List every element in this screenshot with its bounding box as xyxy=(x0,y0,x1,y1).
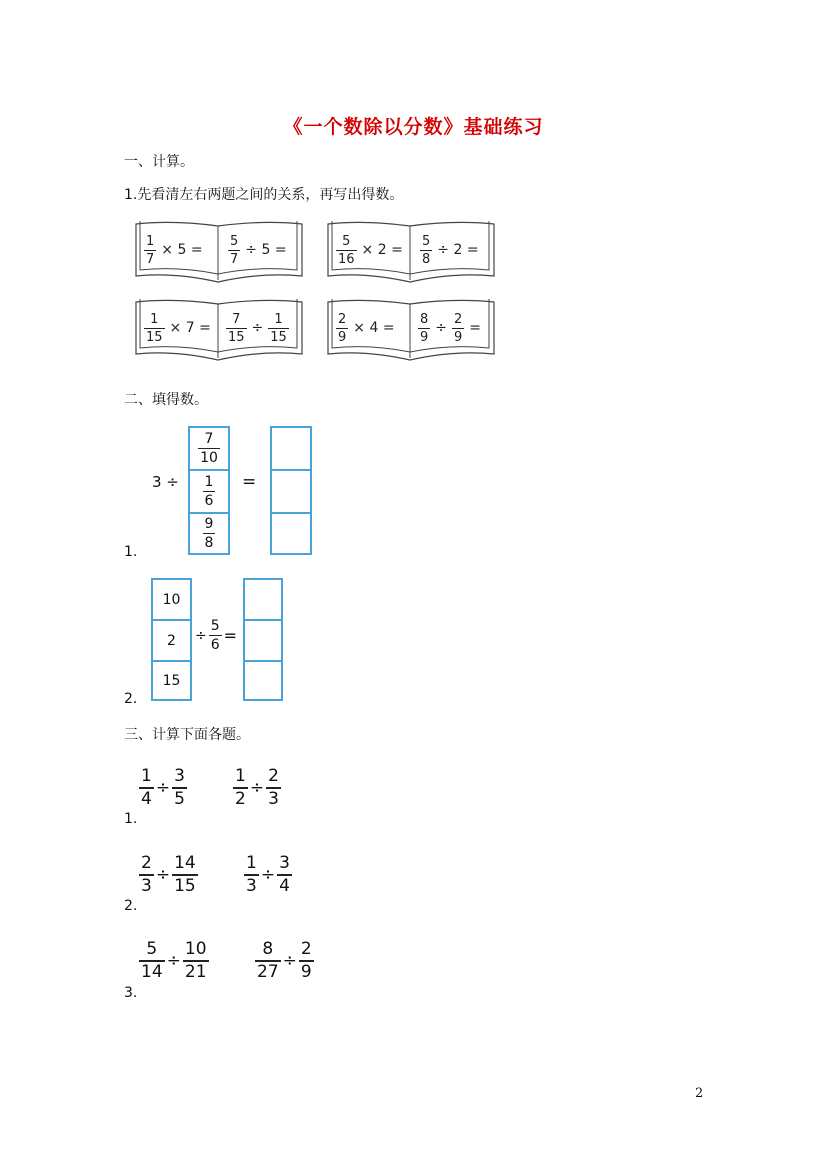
book-left-expr: $\frac{1}{15}$ × 7 = xyxy=(146,311,211,345)
book-right-expr: $\frac{5}{8}$ ÷ 2 = xyxy=(422,233,479,267)
fill2-answer-box[interactable] xyxy=(243,660,283,701)
page-number: 2 xyxy=(695,1086,704,1101)
book-left-expr: $\frac{5}{16}$ × 2 = xyxy=(338,233,403,267)
calc-2-label: 2. xyxy=(124,898,138,914)
fill2-given-cell: 10 xyxy=(151,578,192,621)
fill2-given-cell: 2 xyxy=(151,619,192,662)
fill2-label: 2. xyxy=(124,691,138,707)
question-1-instruction: 1.先看清左右两题之间的关系，再写出得数。 xyxy=(124,187,404,203)
fill1-answer-box[interactable] xyxy=(270,426,312,471)
book-right-expr: $\frac{8}{9}$ ÷ $\frac{2}{9}$ = xyxy=(420,311,482,345)
fill1-answer-box[interactable] xyxy=(270,512,312,555)
fill2-operator-expr: ÷ $\frac{5}{6}$ = xyxy=(195,618,238,653)
calc-2b: $\frac{1}{3}$ ÷ $\frac{3}{4}$ xyxy=(246,853,290,896)
section-2-heading: 二、填得数。 xyxy=(124,392,208,408)
open-book-4 xyxy=(326,296,493,364)
page-title: 《一个数除以分数》基础练习 xyxy=(283,116,544,138)
calc-1a: $\frac{1}{4}$ ÷ $\frac{3}{5}$ xyxy=(141,766,185,809)
calc-1b: $\frac{1}{2}$ ÷ $\frac{2}{3}$ xyxy=(235,766,279,809)
open-book-3 xyxy=(134,296,301,364)
section-3-heading: 三、计算下面各题。 xyxy=(124,727,250,743)
calc-3a: $\frac{5}{14}$ ÷ $\frac{10}{21}$ xyxy=(141,939,207,982)
fill2-answer-box[interactable] xyxy=(243,619,283,662)
book-left-expr: $\frac{2}{9}$ × 4 = xyxy=(338,311,395,345)
fill1-given-cell: $\frac{7}{10}$ xyxy=(188,426,230,471)
fill2-answer-box[interactable] xyxy=(243,578,283,621)
book-right-expr: $\frac{5}{7}$ ÷ 5 = xyxy=(230,233,287,267)
fill2-given-cell: 15 xyxy=(151,660,192,701)
fill1-prefix: 3 ÷ xyxy=(152,473,179,491)
calc-3-label: 3. xyxy=(124,985,138,1001)
open-book-1 xyxy=(134,218,301,286)
fill1-given-cell: $\frac{1}{6}$ xyxy=(188,469,230,514)
open-book-2 xyxy=(326,218,493,286)
fill1-label: 1. xyxy=(124,544,138,560)
section-1-heading: 一、计算。 xyxy=(124,154,194,170)
calc-1-label: 1. xyxy=(124,811,138,827)
fill1-answer-box[interactable] xyxy=(270,469,312,514)
book-left-expr: $\frac{1}{7}$ × 5 = xyxy=(146,233,203,267)
calc-3b: $\frac{8}{27}$ ÷ $\frac{2}{9}$ xyxy=(257,939,312,982)
calc-2a: $\frac{2}{3}$ ÷ $\frac{14}{15}$ xyxy=(141,853,196,896)
fill1-given-cell: $\frac{9}{8}$ xyxy=(188,512,230,555)
fill1-equals: = xyxy=(242,472,257,492)
book-right-expr: $\frac{7}{15}$ ÷ $\frac{1}{15}$ xyxy=(228,311,287,345)
